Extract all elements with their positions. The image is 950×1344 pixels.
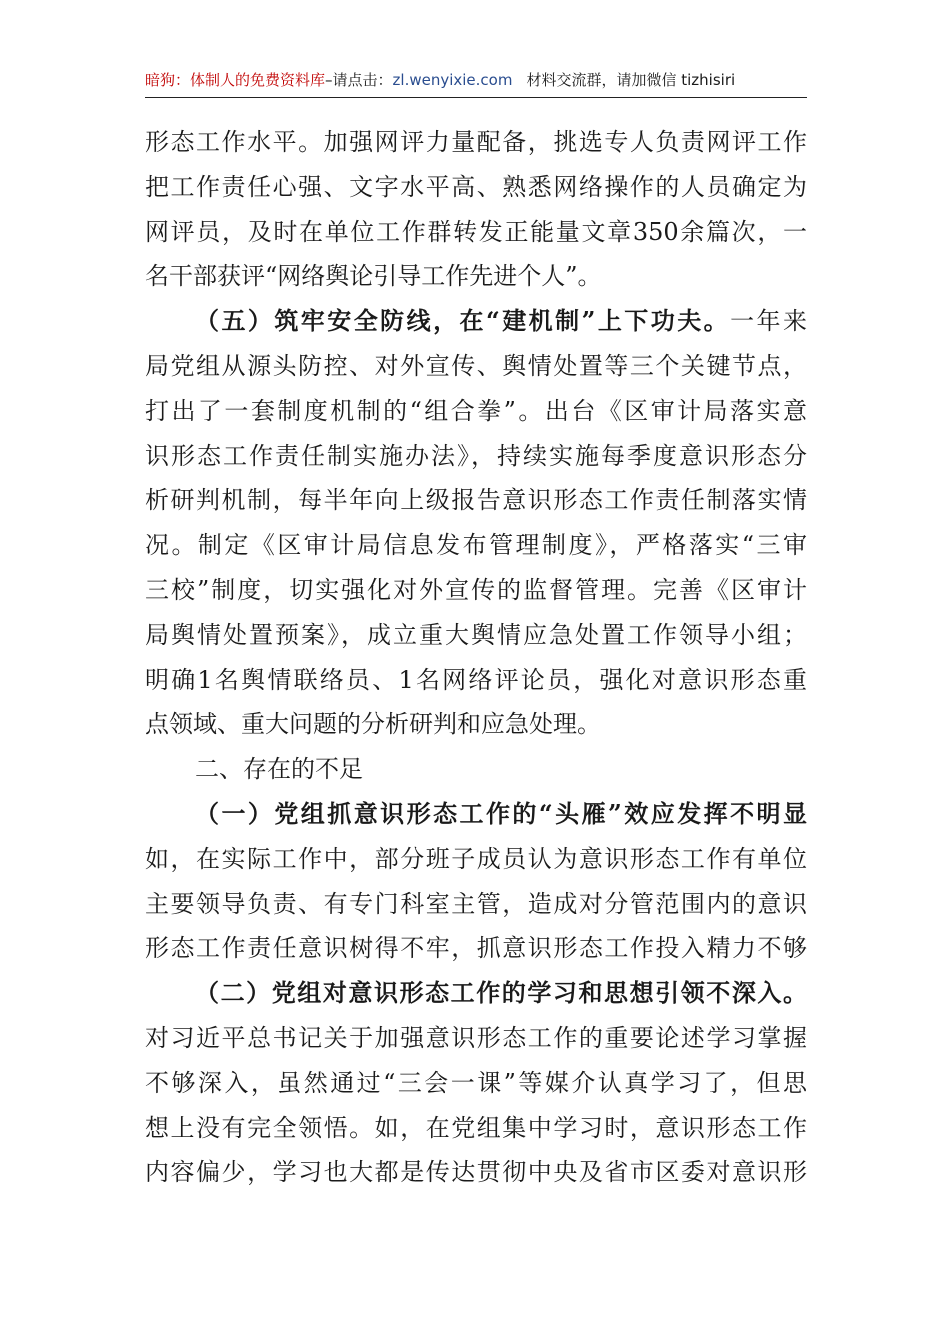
body-line: 识形态工作责任制实施办法》，持续实施每季度意识形态分 [145,441,807,470]
body-line: 名干部获评“网络舆论引导工作先进个人”。 [145,262,602,291]
paragraph-heading: （二）党组对意识形态工作的学习和思想引领不深入。 [195,978,807,1008]
body-line: 析研判机制，每半年向上级报告意识形态工作责任制落实情 [145,486,807,515]
body-line: 内容偏少，学习也大都是传达贯彻中央及省市区委对意识形 [145,1158,807,1187]
header-brand: 暗狗：体制人的免费资料库 [145,71,326,89]
body-line: 如，在实际工作中，部分班子成员认为意识形态工作有单位 [145,844,807,873]
paragraph-heading: （一）党组抓意识形态工作的“头雁”效应发挥不明显 [195,798,807,828]
body-line: 把工作责任心强、文字水平高、熟悉网络操作的人员确定为 [145,172,807,201]
paragraph-heading: （五）筑牢安全防线，在“建机制”上下功夫。 [195,306,731,336]
body-line: 想上没有完全领悟。如，在党组集中学习时，意识形态工作 [145,1113,807,1142]
header-url-link[interactable]: zl.wenyixie.com [392,71,513,89]
document-body [145,120,807,1195]
body-line: 不够深入，虽然通过“三会一课”等媒介认真学习了，但思 [145,1068,807,1097]
body-line: 局舆情处置预案》，成立重大舆情应急处置工作领导小组； [145,620,807,649]
body-line: 况。制定《区审计局信息发布管理制度》，严格落实“三审 [145,531,807,560]
body-line: 打出了一套制度机制的“组合拳”。出台《区审计局落实意 [145,396,807,425]
header-contact: 材料交流群，请加微信 tizhisiri [526,71,736,89]
body-line: 明确1名舆情联络员、1名网络评论员，强化对意识形态重 [145,665,807,694]
body-line: 主要领导负责、有专门科室主管，造成对分管范围内的意识 [145,889,807,918]
paragraph-heading-line [145,299,807,344]
section-heading: 二、存在的不足 [195,755,363,784]
page-header [145,62,807,98]
body-line: 三校”制度，切实强化对外宣传的监督管理。完善《区审计 [145,575,807,604]
body-line: 对习近平总书记关于加强意识形态工作的重要论述学习掌握 [145,1023,807,1052]
body-line: 形态工作水平。加强网评力量配备，挑选专人负责网评工作 [145,128,807,156]
body-text: 一年来 [730,307,807,336]
body-line: 形态工作责任意识树得不牢，抓意识形态工作投入精力不够 [145,934,807,963]
body-line: 网评员，及时在单位工作群转发正能量文章350余篇次，一 [145,217,807,246]
body-line: 点领域、重大问题的分析研判和应急处理。 [145,710,601,739]
body-line: 局党组从源头防控、对外宣传、舆情处置等三个关键节点， [145,351,807,380]
header-prompt: –请点击： [325,71,393,89]
